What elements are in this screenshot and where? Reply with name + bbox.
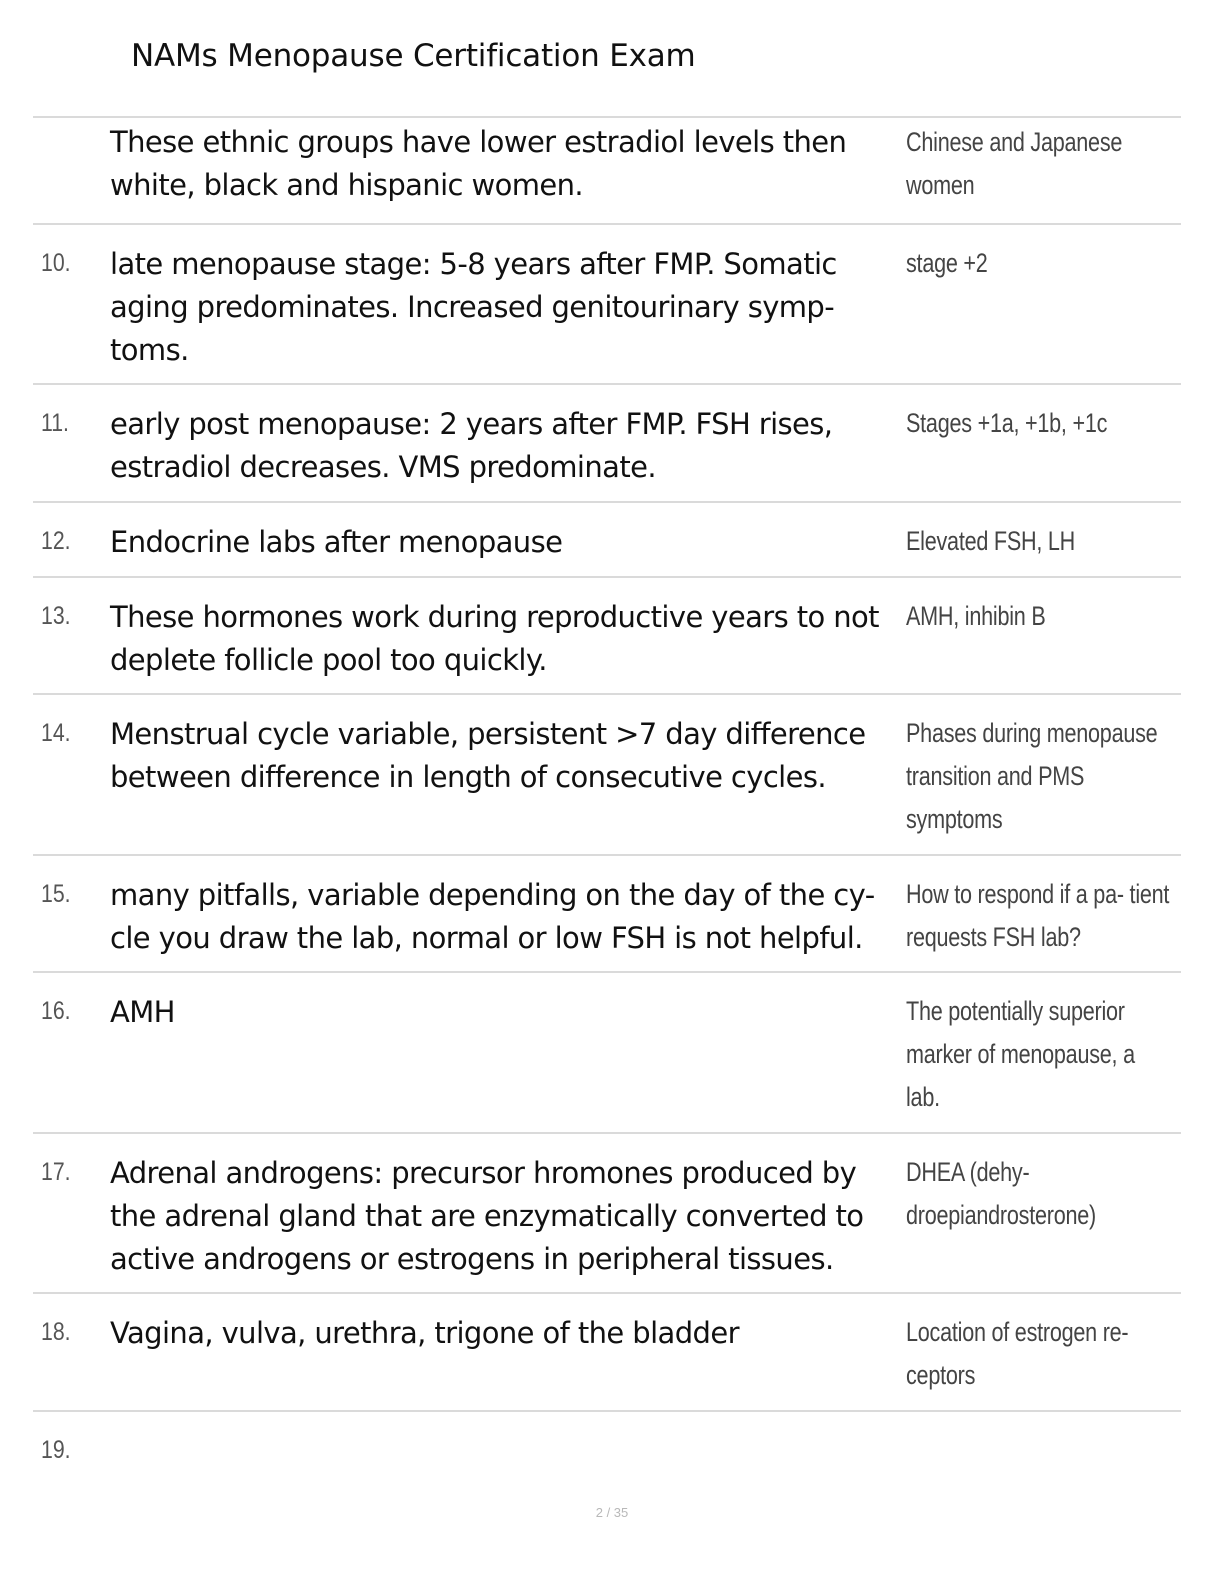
card-number: 16. (41, 997, 71, 1025)
flashcard-row (33, 503, 1181, 578)
card-term: These hormones work during reproductive years to not deplete follicle pool too quickly. (110, 600, 879, 677)
flashcard-row (33, 695, 1181, 856)
card-number: 13. (41, 602, 71, 630)
card-definition: How to respond if a pa- tient requests FSH lab? (906, 879, 1170, 952)
flashcard-row (33, 1134, 1181, 1294)
card-definition: Chinese and Japanese women (906, 127, 1123, 200)
card-term: AMH (110, 995, 175, 1029)
card-number: 12. (41, 527, 71, 555)
card-number: 19. (41, 1436, 71, 1464)
card-term: Adrenal androgens: precursor hromones produced by the adrenal gland that are enzymatically converted to active androgens or estrogens in peripheral tissues. (110, 1156, 864, 1276)
card-term: Endocrine labs after menopause (110, 525, 563, 559)
card-definition: stage +2 (906, 248, 988, 278)
card-term: Vagina, vulva, urethra, trigone of the bladder (110, 1316, 739, 1350)
flashcard-row (33, 1294, 1181, 1412)
flashcard-row (33, 973, 1181, 1134)
card-number: 11. (41, 409, 69, 437)
card-term: early post menopause: 2 years after FMP. FSH rises, estradiol decreases. VMS predominate. (110, 407, 833, 484)
card-definition: The potentially superior marker of menopause, a lab. (906, 996, 1135, 1112)
card-term: These ethnic groups have lower estradiol levels then white, black and hispanic women. (110, 125, 847, 202)
card-definition: AMH, inhibin B (906, 601, 1046, 631)
document-title: NAMs Menopause Certification Exam (131, 38, 696, 74)
flashcard-row (33, 856, 1181, 973)
card-definition: Stages +1a, +1b, +1c (906, 408, 1108, 438)
card-term: Menstrual cycle variable, persistent >7 day difference between difference in length of consecutive cycles. (110, 717, 866, 794)
flashcard-row (33, 118, 1181, 225)
flashcard-list (33, 116, 1181, 1482)
card-number: 18. (41, 1318, 71, 1346)
flashcard-row (33, 385, 1181, 503)
flashcard-row (33, 1412, 1181, 1482)
card-number: 10. (41, 249, 71, 277)
card-number: 14. (41, 719, 71, 747)
card-number: 15. (41, 880, 71, 908)
card-definition: DHEA (dehy- droepiandrosterone) (906, 1157, 1096, 1230)
card-term: many pitfalls, variable depending on the day of the cy- cle you draw the lab, normal or low FSH is not helpful. (110, 878, 875, 955)
flashcard-row (33, 578, 1181, 695)
card-number: 17. (41, 1158, 71, 1186)
card-term: late menopause stage: 5-8 years after FMP. Somatic aging predominates. Increased genitourinary symp- toms. (110, 247, 837, 367)
flashcard-row (33, 225, 1181, 385)
card-definition: Phases during menopause transition and PMS symptoms (906, 718, 1158, 834)
page-indicator: 2 / 35 (595, 1505, 629, 1520)
card-definition: Location of estrogen re- ceptors (906, 1317, 1129, 1390)
card-definition: Elevated FSH, LH (906, 526, 1076, 556)
